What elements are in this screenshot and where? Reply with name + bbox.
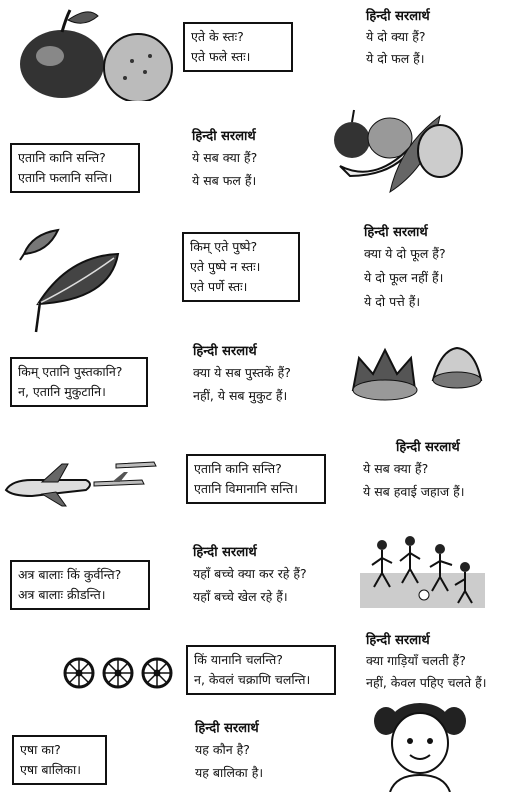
sanskrit-line: एते पर्णे स्तः। — [190, 279, 248, 294]
sanskrit-line: किं यानानि चलन्ति? — [194, 652, 283, 667]
sanskrit-line: एते फले स्तः। — [191, 49, 251, 64]
sanskrit-line: एषा बालिका। — [20, 762, 82, 777]
hindi-line: नहीं, ये सब मुकुट हैं। — [193, 388, 288, 403]
sanskrit-line: एतानि फलानि सन्ति। — [18, 170, 113, 185]
hindi-line: क्या गाड़ियाँ चलती हैं? — [366, 653, 466, 668]
sanskrit-box-7 — [186, 645, 336, 695]
sanskrit-line: किम् एतानि पुस्तकानि? — [18, 364, 123, 379]
sanskrit-box-1 — [183, 22, 293, 72]
airplanes-image — [2, 450, 162, 510]
hindi-heading: हिन्दी सरलार्थ — [364, 225, 428, 240]
hindi-heading: हिन्दी सरलार्थ — [366, 9, 430, 24]
hindi-line: क्या ये दो फूल हैं? — [364, 246, 446, 261]
hindi-line: ये सब क्या हैं? — [363, 461, 429, 476]
hindi-line: क्या ये सब पुस्तकें हैं? — [193, 365, 291, 380]
sanskrit-box-6 — [10, 560, 150, 610]
hindi-line: ये दो पत्ते हैं। — [364, 294, 421, 309]
hindi-line: ये दो फूल नहीं हैं। — [364, 270, 444, 285]
leaves-image — [18, 226, 128, 336]
hindi-heading: हिन्दी सरलार्थ — [192, 129, 256, 144]
sanskrit-line: एतानि कानि सन्ति? — [194, 461, 282, 476]
fruit-basket-image — [330, 106, 480, 196]
sanskrit-line: एषा का? — [20, 742, 61, 757]
sanskrit-box-4 — [10, 357, 148, 407]
hindi-line: यहाँ बच्चे खेल रहे हैं। — [193, 589, 288, 604]
sanskrit-line: किम् एते पुष्पे? — [190, 239, 258, 254]
sanskrit-line: एते पुष्पे न स्तः। — [190, 259, 261, 274]
children-playing-image — [360, 533, 485, 608]
hindi-heading: हिन्दी सरलार्थ — [396, 440, 460, 455]
hindi-line: ये सब क्या हैं? — [192, 150, 258, 165]
sanskrit-line: एतानि विमानानि सन्ति। — [194, 481, 299, 496]
hindi-line: यह कौन है? — [195, 742, 250, 757]
sanskrit-box-8 — [12, 735, 107, 785]
hindi-line: ये दो क्या हैं? — [366, 29, 426, 44]
sanskrit-line: न, केवलं चक्राणि चलन्ति। — [194, 672, 311, 687]
hindi-heading: हिन्दी सरलार्थ — [193, 344, 257, 359]
sanskrit-box-5 — [186, 454, 326, 504]
wheels-image — [62, 655, 174, 691]
hindi-line: यह बालिका है। — [195, 765, 264, 780]
hindi-line: यहाँ बच्चे क्या कर रहे हैं? — [193, 566, 307, 581]
sanskrit-line: एते के स्तः? — [191, 29, 244, 44]
hindi-line: नहीं, केवल पहिए चलते हैं। — [366, 675, 487, 690]
hindi-line: ये सब हवाई जहाज हैं। — [363, 484, 465, 499]
hindi-line: ये दो फल हैं। — [366, 51, 425, 66]
hindi-heading: हिन्दी सरलार्थ — [195, 721, 259, 736]
sanskrit-line: एतानि कानि सन्ति? — [18, 150, 106, 165]
hindi-line: ये सब फल हैं। — [192, 173, 257, 188]
sanskrit-line: अत्र बालाः किं कुर्वन्ति? — [18, 567, 122, 582]
apple-orange-image — [10, 6, 180, 101]
girl-image — [370, 697, 470, 792]
sanskrit-line: अत्र बालाः क्रीडन्ति। — [18, 587, 106, 602]
sanskrit-box-2 — [10, 143, 140, 193]
hindi-heading: हिन्दी सरलार्थ — [193, 545, 257, 560]
sanskrit-line: न, एतानि मुकुटानि। — [18, 384, 106, 399]
crowns-image — [345, 340, 485, 410]
hindi-heading: हिन्दी सरलार्थ — [366, 633, 430, 648]
sanskrit-box-3 — [182, 232, 300, 302]
